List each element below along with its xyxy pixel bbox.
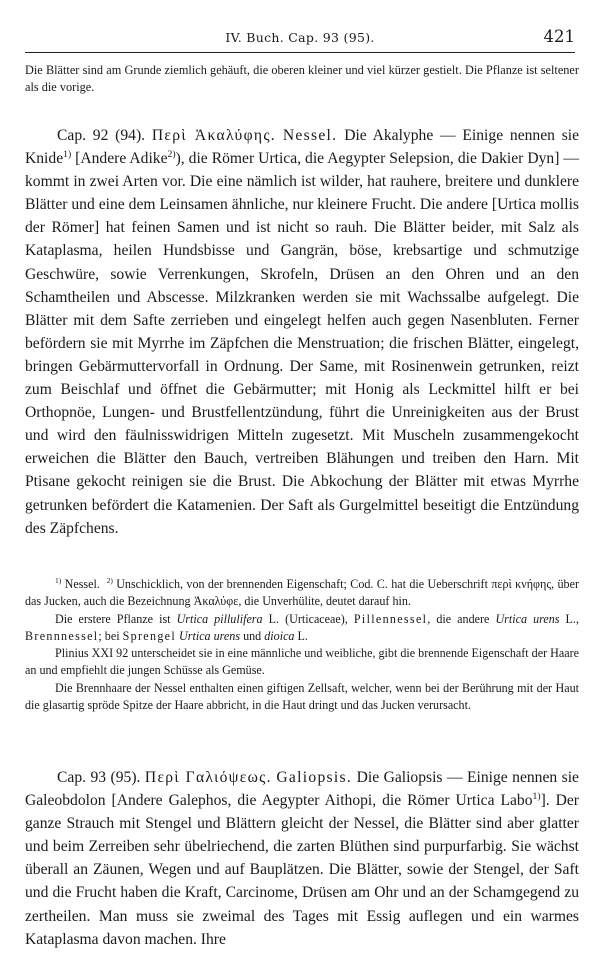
common-name: Pillennessel (353, 611, 428, 626)
chapter-92 (25, 124, 579, 540)
footnotes-92 (25, 576, 579, 714)
chapter-92-greek-title: Περὶ Ἀκαλύφης. (151, 127, 277, 144)
chapter-92-name: Nessel. (282, 127, 338, 144)
chapter-92-label: Cap. 92 (94). (57, 127, 146, 144)
footnote-2-text-a: Unschicklich, von der brennenden Eigenschaft; Cod. C. hat die Ueberschrift (112, 577, 492, 591)
header-rule (25, 52, 575, 53)
page-header (0, 24, 600, 46)
note-plinius: Plinius XXI 92 unterscheidet sie in eine männliche und weibliche, gibt die brennende Eigenschaft der Haare an und empfiehlt die jungen Schüsse als Gemüse. (25, 646, 579, 678)
note-identification (25, 611, 579, 646)
intro-paragraph (25, 62, 579, 96)
author-name: Sprengel (122, 628, 176, 643)
footnote-1-text: Nessel. (61, 577, 100, 591)
note-text: L. (Urticaceae), (262, 611, 354, 626)
footnote-2-text-b: , über das Jucken, auch die Bezeichnung (25, 577, 579, 609)
note-text: , die andere (427, 611, 496, 626)
species-name: Urtica urens (179, 628, 241, 643)
note-text: L. (294, 628, 308, 643)
footnote-2-text-c: , die Unverhülite, deutet darauf hin. (238, 594, 411, 609)
chapter-92-text-3: ), die Römer Urtica, die Aegypter Selepsion, die Dakier Dyn] — kommt in zwei Arten vor. Die eine nämlich ist wilder, hat rauhere, breitere und dunklere Blätter und eine dem Leinsamen ähnliche, nur kleinere Frucht. Die andere [Urtica mollis der Römer] hat feinen Samen und ist nicht so rauh. Die Blätter beider, mit Salz als Kataplasma, heilen Hundsbisse und Gangrän, böse, krebsartige und schmutzige Geschwüre, sowie Verrenkungen, Skrofeln, Drüsen an den Ohren und an den Schamtheilen und Abscesse. Milzkranken werden sie mit Wachssalbe aufgelegt. Die Blätter mit dem Safte zerrieben und eingelegt helfen auch gegen Nasenbluten. Ferner befördern sie mit Myrrhe im Zäpfchen die Menstruation; die frischen Blätter, eingelegt, bringen Gebärmuttervorfall in Ordnung. Der Same, mit Rosinenwein getrunken, reizt zum Beischlaf und öffnet die Gebärmutter; mit Honig als Leckmittel hilft er bei Orthopnöe, Lungen- und Brustfellentzündung, führt die Unreinigkeiten aus der Brust und wird den fäulnisswidrigen Mitteln zugesetzt. Mit Muscheln zusammengekocht erweichen die Blätter den Bauch, vertreiben Blähungen und treiben den Harn. Mit Ptisane gekocht reinigen sie die Brust. Die Abkochung der Blätter mit etwas Myrrhe getrunken befördert die Katamenien. Der Saft als Gurgelmittel beseitigt die Entzündung des Zäpfchens. (25, 150, 579, 537)
note-text: Die erstere Pflanze ist (55, 611, 177, 626)
chapter-92-paragraph (25, 124, 579, 540)
page-number: 421 (543, 27, 575, 46)
running-head: IV. Buch. Cap. 93 (95). (225, 30, 375, 45)
species-name: Urtica urens (495, 611, 560, 626)
chapter-92-text-1: Die Akalyphe — Einige nennen sie Knide (25, 127, 580, 168)
species-name: Urtica pillulifera (176, 611, 263, 626)
note-text: ; bei (98, 628, 123, 643)
note-text: und (240, 628, 265, 643)
common-name: Brennnessel (25, 628, 99, 643)
chapter-93-text-2: ]. Der ganze Strauch mit Stengel und Blättern gleicht der Nessel, die Blätter sind aber glatter und beim Zerreiben sehr übelriechend, die zarten Blüthen sind purpurfarbig. Sie wächst überall an Zäunen, Wegen und auf Bauplätzen. Die Blätter, sowie der Stengel, der Saft und die Frucht haben die Kraft, Carcinome, Drüsen am Ohr und an der Schamgegend zu zertheilen. Man muss sie zweimal des Tages mit Essig auflegen und ein warmes Kataplasma davon machen. Ihre (25, 792, 579, 948)
note-text: L., (559, 611, 579, 626)
chapter-93 (25, 766, 579, 951)
species-name: dioica (264, 628, 295, 643)
chapter-93-greek-title: Περὶ Γαλιόψεως. (144, 769, 272, 786)
chapter-92-text-2: [Andere Adike (71, 150, 168, 168)
footnote-mark-1: 1) (55, 575, 62, 585)
footnote-ref-1: 1) (63, 148, 72, 160)
footnote-mark-2: 2) (106, 575, 113, 585)
note-brennhaare: Die Brennhaare der Nessel enthalten einen giftigen Zellsaft, welcher, wenn bei der Berührung mit der Haut die glasartig spröde Spitze der Haare abbricht, in die Haut dringt und das Jucken verursacht. (25, 680, 579, 713)
footnote-ref-1: 1) (532, 790, 541, 802)
chapter-93-label: Cap. 93 (95). (57, 769, 141, 786)
chapter-93-name: Galiopsis. (276, 769, 353, 786)
footnote-2-greek-2: Ἀκαλύφε (193, 594, 239, 609)
footnote-1-2 (25, 576, 579, 611)
footnote-2-greek-1: περὶ κνήφης (491, 577, 552, 591)
footnote-ref-2: 2) (167, 148, 176, 160)
intro-text: Die Blätter sind am Grunde ziemlich gehäuft, die oberen kleiner und viel kürzer gestielt. Die Pflanze ist seltener als die vorige. (25, 63, 579, 94)
chapter-93-paragraph (25, 766, 579, 951)
chapter-93-text-1: Die Galiopsis — Einige nennen sie Galeobdolon [Andere Galephos, die Aegypter Aithopi, die Römer Urtica Labo (25, 769, 579, 810)
